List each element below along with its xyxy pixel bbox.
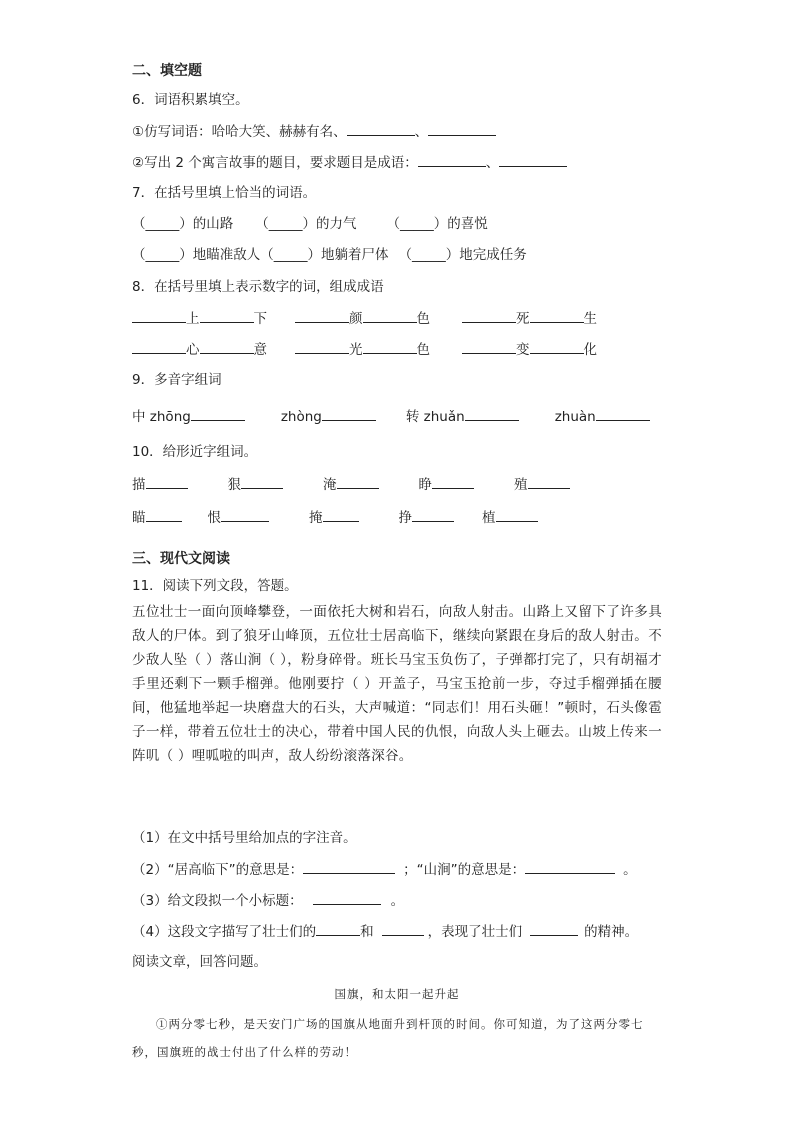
idiom-char: 生 (583, 311, 597, 327)
section-title-reading: 三、现代文阅读 (132, 551, 230, 567)
sub4-text: （4）这段文字描写了壮士们的 (132, 924, 317, 940)
char: 掩 (309, 510, 323, 526)
sub3-text: （3）给文段拟一个小标题： (132, 893, 303, 909)
idiom-char: 上 (186, 311, 200, 327)
char: 挣 (398, 510, 412, 526)
blank[interactable] (363, 340, 417, 354)
separator: 、 (414, 124, 429, 140)
blank[interactable] (462, 340, 516, 354)
blank[interactable] (313, 891, 381, 905)
char: 淹 (323, 477, 337, 493)
q11-sub1: （1）在文中括号里给加点的字注音。 (132, 830, 357, 846)
q8-title: 8．在括号里填上表示数字的词，组成成语 (132, 279, 384, 295)
char: 睁 (418, 477, 432, 493)
q6-title: 6．词语积累填空。 (132, 92, 249, 108)
blank[interactable] (347, 122, 415, 136)
blank[interactable] (530, 309, 584, 323)
q10-title: 10．给形近字组词。 (132, 444, 258, 460)
blank[interactable] (241, 475, 283, 489)
blank[interactable] (322, 407, 376, 421)
q7-item: （_____）的喜悦 (386, 216, 488, 232)
read-intro: 阅读文章，回答问题。 (132, 954, 267, 970)
q11-sub2 (132, 860, 637, 879)
q9-title: 9．多音字组词 (132, 372, 222, 388)
q8-row2 (132, 340, 597, 359)
q6-line1-text: ①仿写词语：哈哈大笑、赫赫有名、 (132, 124, 347, 140)
article-title: 国旗，和太阳一起升起 (334, 987, 460, 1001)
idiom-char: 色 (416, 311, 430, 327)
blank[interactable] (200, 340, 254, 354)
pinyin-item: 转 zhuǎn (405, 409, 465, 425)
q7-row1 (132, 215, 488, 233)
idiom-char: 颜 (349, 311, 363, 327)
char: 殖 (514, 477, 528, 493)
pinyin-item: zhòng (280, 409, 322, 425)
idiom-char: 死 (516, 311, 530, 327)
sub2-text: 。 (623, 862, 637, 878)
char: 恨 (207, 510, 221, 526)
blank[interactable] (530, 922, 578, 936)
article-paragraph: ①两分零七秒，是天安门广场的国旗从地面升到杆顶的时间。你可知道，为了这两分零七秒，国旗班的战士付出了什么样的劳动！ (132, 1017, 644, 1059)
blank[interactable] (432, 475, 474, 489)
section-title-fill-blank: 二、填空题 (132, 63, 202, 79)
q9-row (132, 407, 650, 426)
char: 植 (482, 510, 496, 526)
sub2-text: （2）“居高临下”的意思是： (132, 862, 304, 878)
q11-sub4 (132, 922, 638, 941)
idiom-char: 心 (186, 342, 200, 358)
blank[interactable] (132, 340, 186, 354)
blank[interactable] (221, 508, 269, 522)
char: 瞄 (132, 510, 146, 526)
q7-row2 (132, 246, 527, 264)
blank[interactable] (295, 340, 349, 354)
blank[interactable] (412, 508, 454, 522)
blank[interactable] (323, 508, 359, 522)
sub4-text: 和 (360, 924, 374, 940)
q10-row2 (132, 508, 538, 527)
idiom-char: 意 (253, 342, 267, 358)
sub4-text: ，表现了壮士们 (427, 924, 523, 940)
blank[interactable] (146, 508, 182, 522)
blank[interactable] (462, 309, 516, 323)
q7-item: （_____）地瞄准敌人（_____）地躺着尸体 (132, 247, 389, 263)
q8-row1 (132, 309, 597, 328)
char: 狠 (227, 477, 241, 493)
blank[interactable] (316, 922, 360, 936)
idiom-char: 色 (416, 342, 430, 358)
q6-line1 (132, 122, 496, 141)
blank[interactable] (200, 309, 254, 323)
blank[interactable] (363, 309, 417, 323)
blank[interactable] (428, 122, 496, 136)
q11-title: 11．阅读下列文段，答题。 (132, 578, 298, 594)
blank[interactable] (499, 153, 567, 167)
sub3-text: 。 (390, 893, 405, 909)
sub4-text: 的精神。 (584, 924, 639, 940)
blank[interactable] (132, 309, 186, 323)
idiom-char: 化 (583, 342, 597, 358)
idiom-char: 下 (253, 311, 267, 327)
sub2-text: ；“山涧”的意思是： (403, 862, 526, 878)
pinyin-item: zhuàn (554, 409, 596, 425)
q7-item: （_____）的山路 (132, 216, 234, 232)
blank[interactable] (525, 860, 615, 874)
blank[interactable] (146, 475, 188, 489)
blank[interactable] (303, 860, 395, 874)
q10-row1 (132, 475, 570, 494)
blank[interactable] (191, 407, 245, 421)
char: 描 (132, 477, 146, 493)
q7-item: （_____）的力气 (255, 216, 357, 232)
blank[interactable] (465, 407, 519, 421)
blank[interactable] (295, 309, 349, 323)
blank[interactable] (337, 475, 379, 489)
q11-sub3 (132, 891, 404, 910)
blank[interactable] (528, 475, 570, 489)
blank[interactable] (530, 340, 584, 354)
blank[interactable] (496, 508, 538, 522)
separator: 、 (485, 155, 500, 171)
q6-line2-text: ②写出 2 个寓言故事的题目，要求题目是成语： (132, 155, 418, 171)
blank[interactable] (596, 407, 650, 421)
q6-line2 (132, 153, 567, 172)
pinyin-item: 中 zhōng (132, 409, 191, 425)
blank[interactable] (382, 922, 424, 936)
idiom-char: 光 (349, 342, 363, 358)
q7-title: 7．在括号里填上恰当的词语。 (132, 185, 317, 201)
idiom-char: 变 (516, 342, 530, 358)
q7-item: （_____）地完成任务 (398, 247, 527, 263)
reading-passage: 五位壮士一面向顶峰攀登，一面依托大树和岩石，向敌人射击。山路上又留下了许多具敌人的尸体。到了狼牙山峰顶，五位壮士居高临下，继续向紧跟在身后的敌人射击。不少敌人坠（ ）落山涧（ ），粉身碎骨。班长马宝玉负伤了，子弹都打完了，只有胡福才手里还剩下一颗手榴弹。他刚要拧（ ）开盖子，马宝玉抢前一步，夺过手榴弹插在腰间，他猛地举起一块磨盘大的石头，大声喊道：“同志们！用石头砸！”顿时，石头像雹子一样，带着五位壮士的决心，带着中国人民的仇恨，向敌人头上砸去。山坡上传来一阵叽（ ）哩呱啦的叫声，敌人纷纷滚落深谷。 (132, 604, 662, 764)
blank[interactable] (418, 153, 486, 167)
